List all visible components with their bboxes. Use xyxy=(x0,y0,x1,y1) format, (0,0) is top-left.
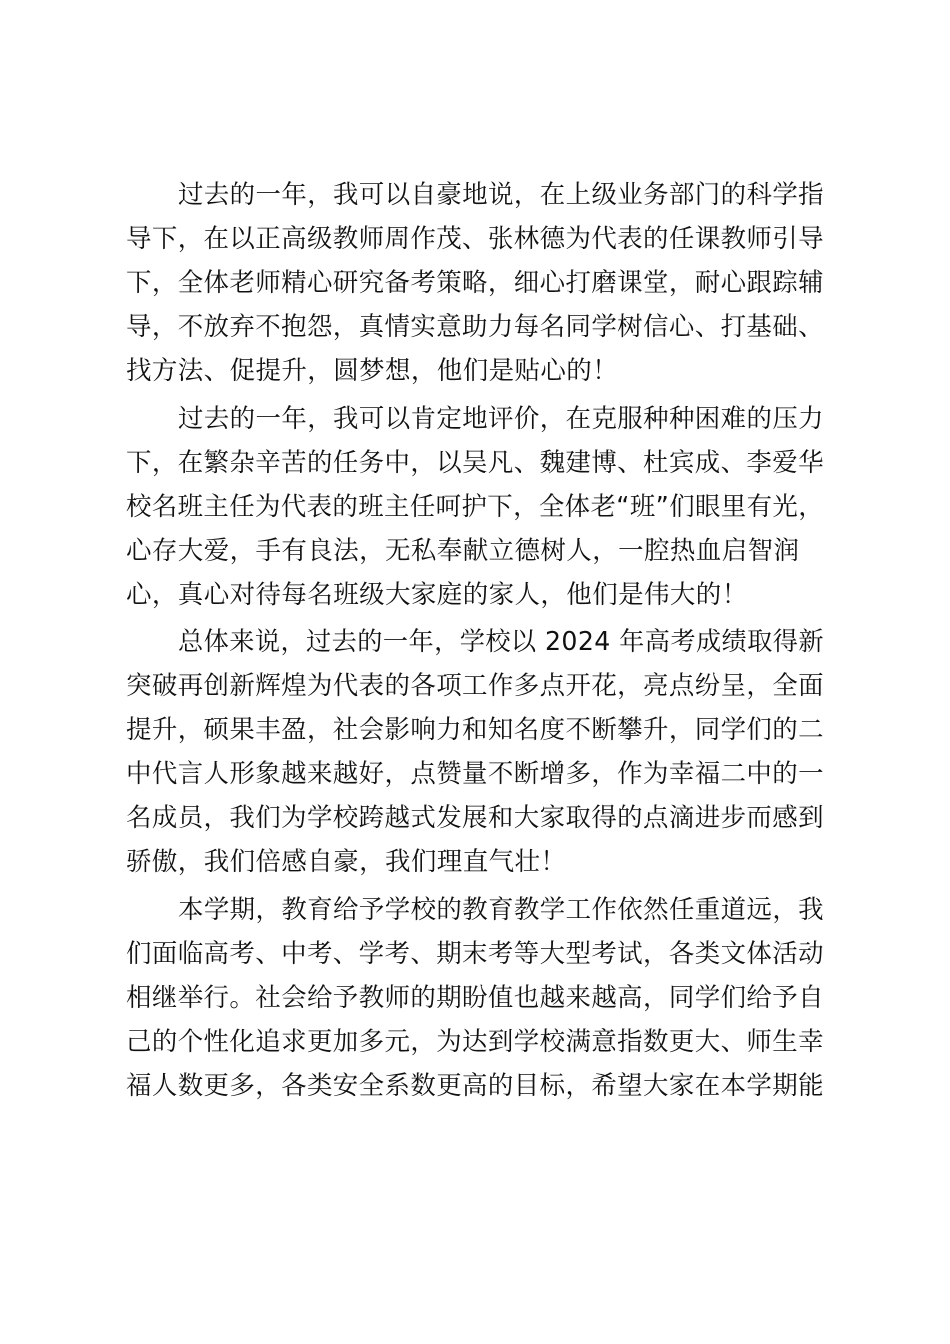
text-line: 名成员，我们为学校跨越式发展和大家取得的点滴进步而感到 xyxy=(126,803,824,833)
text-line: 下，全体老师精心研究备考策略，细心打磨课堂，耐心跟踪辅 xyxy=(126,268,824,298)
text-line: 找方法、促提升，圆梦想，他们是贴心的！ xyxy=(126,356,619,386)
text-line: 己的个性化追求更加多元，为达到学校满意指数更大、师生幸 xyxy=(126,1027,824,1057)
text-line: 导，不放弃不抱怨，真情实意助力每名同学树信心、打基础、 xyxy=(126,312,824,342)
text-line: 过去的一年，我可以肯定地评价，在克服种种困难的压力 xyxy=(178,404,825,434)
text-line: 心，真心对待每名班级大家庭的家人，他们是伟大的！ xyxy=(126,580,748,610)
text-line: 相继举行。社会给予教师的期盼值也越来越高，同学们给予自 xyxy=(126,983,824,1013)
text-line: 们面临高考、中考、学考、期末考等大型考试，各类文体活动 xyxy=(126,939,824,969)
text-line: 提升，硕果丰盈，社会影响力和知名度不断攀升，同学们的二 xyxy=(126,715,824,745)
text-line: 福人数更多，各类安全系数更高的目标，希望大家在本学期能 xyxy=(126,1071,824,1101)
text-line: 中代言人形象越来越好，点赞量不断增多，作为幸福二中的一 xyxy=(126,759,824,789)
text-line: 导下，在以正高级教师周作茂、张林德为代表的任课教师引导 xyxy=(126,224,824,254)
text-line: 骄傲，我们倍感自豪，我们理直气壮！ xyxy=(126,847,567,877)
text-line: 下，在繁杂辛苦的任务中，以吴凡、魏建博、杜宾成、李爱华 xyxy=(126,448,824,478)
text-line: 总体来说，过去的一年，学校以 2024 年高考成绩取得新 xyxy=(178,627,824,657)
text-line: 校名班主任为代表的班主任呵护下，全体老“班”们眼里有光， xyxy=(126,492,825,522)
text-line: 本学期，教育给予学校的教育教学工作依然任重道远，我 xyxy=(178,895,825,925)
text-line: 心存大爱，手有良法，无私奉献立德树人，一腔热血启智润 xyxy=(126,536,800,566)
text-line: 过去的一年，我可以自豪地说，在上级业务部门的科学指 xyxy=(178,180,825,210)
text-line: 突破再创新辉煌为代表的各项工作多点开花，亮点纷呈，全面 xyxy=(126,671,824,701)
